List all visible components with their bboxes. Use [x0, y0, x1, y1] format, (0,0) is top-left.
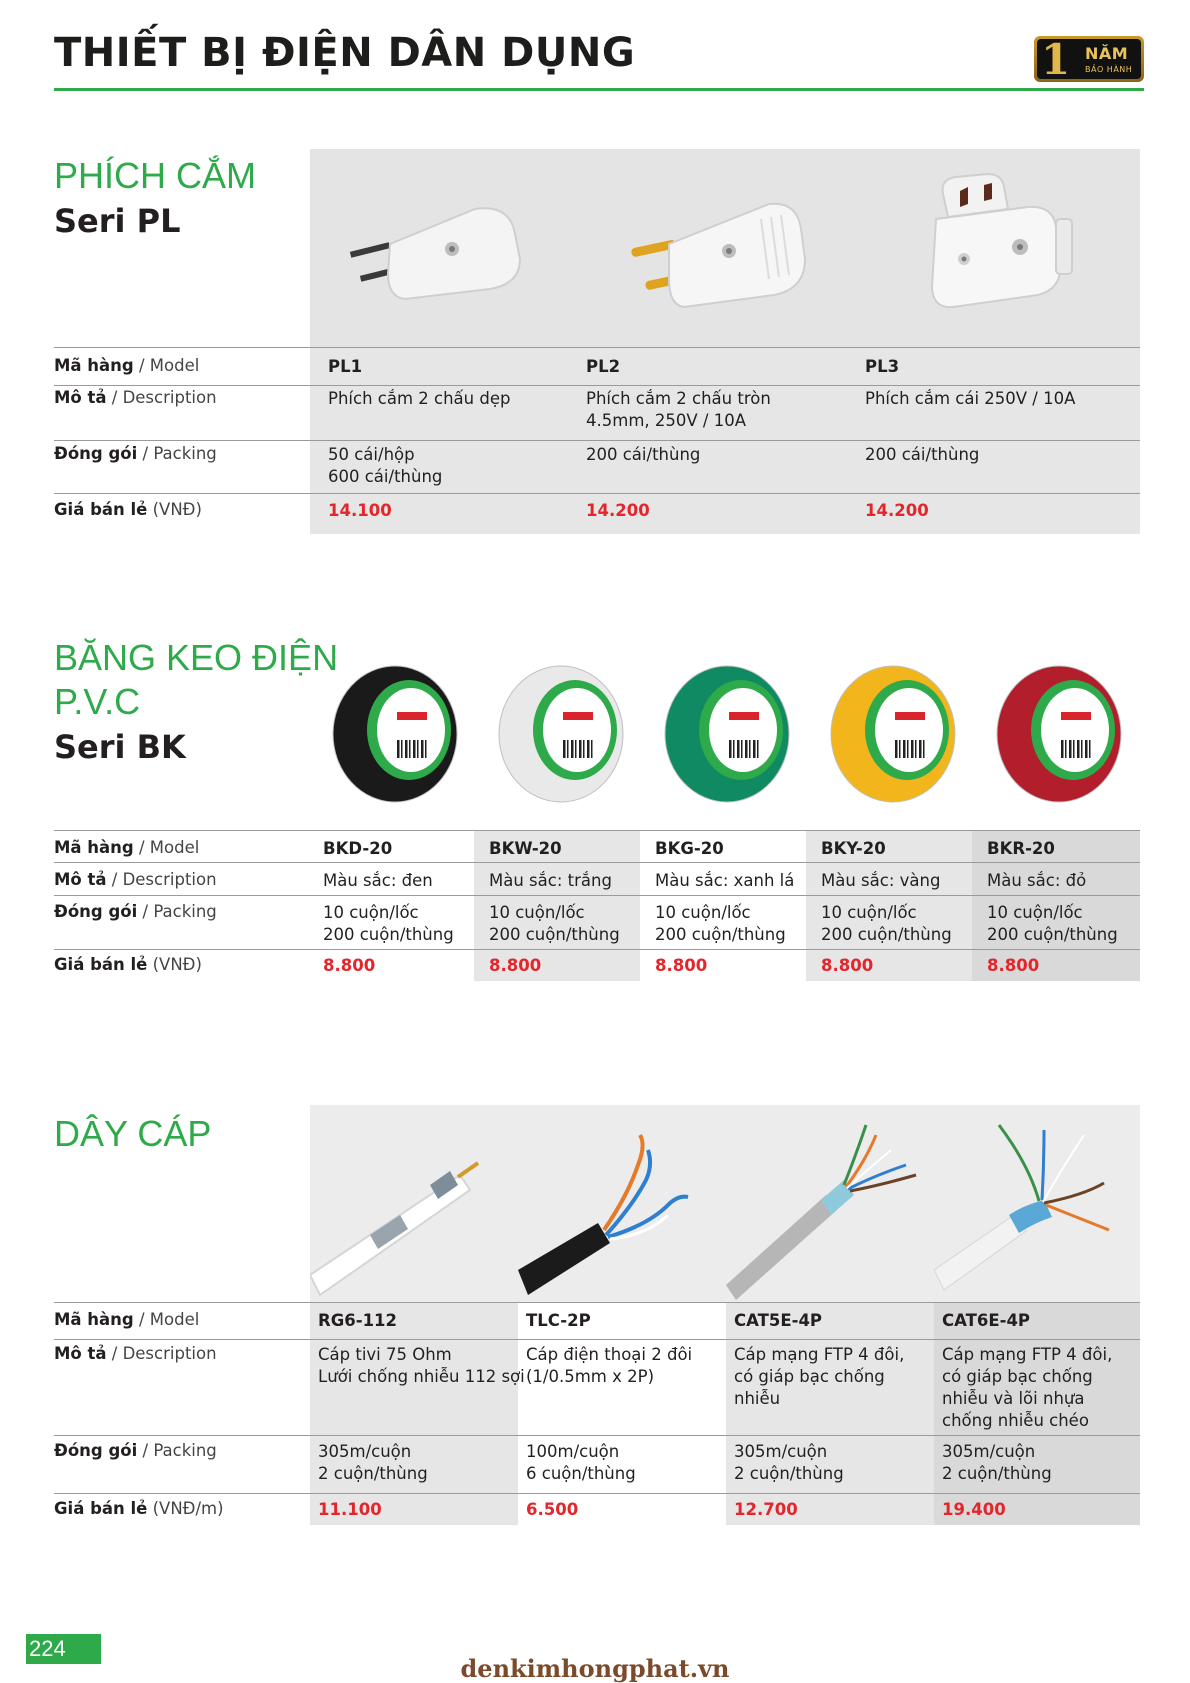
price-rg6: 11.100 — [318, 1500, 382, 1519]
tape-roll-bky-20 — [831, 666, 955, 802]
row-label-price: Giá bán lẻ (VNĐ/m) — [54, 1499, 224, 1518]
price-bkd: 8.800 — [323, 956, 376, 975]
price-cat6e: 19.400 — [942, 1500, 1006, 1519]
desc-rg6-line1: Cáp tivi 75 Ohm — [318, 1345, 452, 1364]
female-plug-icon — [848, 149, 1140, 347]
desc-pl2-line2: 4.5mm, 250V / 10A — [586, 411, 746, 430]
table-rule — [54, 1339, 1140, 1340]
tape-roll-bkw-20 — [499, 666, 623, 802]
table-rule — [54, 949, 1140, 950]
desc-cat6e-line2: có giáp bạc chống — [942, 1367, 1093, 1386]
desc-bkg: Màu sắc: xanh lá — [655, 871, 795, 890]
pack-bky-line2: 200 cuộn/thùng — [821, 925, 952, 944]
pack-tlc-line1: 100m/cuộn — [526, 1442, 620, 1461]
model-pl2: PL2 — [586, 357, 621, 376]
pack-bkr-line2: 200 cuộn/thùng — [987, 925, 1118, 944]
table-rule — [54, 493, 1140, 494]
phone-cable-icon — [518, 1105, 726, 1302]
row-label-packing: Đóng gói / Packing — [54, 902, 217, 921]
product-image-pl3 — [848, 149, 1140, 347]
pack-tlc-line2: 6 cuộn/thùng — [526, 1464, 636, 1483]
desc-cat6e-line3: nhiễu và lõi nhựa — [942, 1389, 1085, 1408]
column-bg — [310, 1302, 518, 1525]
desc-tlc-line2: (1/0.5mm x 2P) — [526, 1367, 655, 1386]
product-image-tlc — [518, 1105, 726, 1302]
table-rule — [54, 440, 1140, 441]
desc-pl1: Phích cắm 2 chấu dẹp — [328, 389, 511, 408]
warranty-years: 1 — [1041, 35, 1071, 84]
table-rule — [54, 347, 1140, 348]
tape-roll-bkd-20 — [333, 666, 457, 802]
price-pl2: 14.200 — [586, 501, 650, 520]
series-label-pl: Seri PL — [54, 202, 181, 240]
desc-bky: Màu sắc: vàng — [821, 871, 941, 890]
warranty-badge — [1034, 36, 1144, 82]
section-heading-tape-pvc: P.V.C — [54, 681, 141, 722]
column-bg — [726, 1302, 934, 1525]
footer-website: denkimhongphat.vn — [460, 1654, 730, 1683]
desc-pl2-line1: Phích cắm 2 chấu tròn — [586, 389, 771, 408]
price-bkr: 8.800 — [987, 956, 1040, 975]
table-rule — [54, 1493, 1140, 1494]
price-bky: 8.800 — [821, 956, 874, 975]
pack-bkd-line2: 200 cuộn/thùng — [323, 925, 454, 944]
page-title: THIẾT BỊ ĐIỆN DÂN DỤNG — [54, 30, 636, 76]
desc-bkw: Màu sắc: trắng — [489, 871, 612, 890]
model-pl3: PL3 — [865, 357, 900, 376]
price-bkw: 8.800 — [489, 956, 542, 975]
table-rule — [54, 385, 1140, 386]
model-bky: BKY-20 — [821, 839, 886, 858]
desc-tlc-line1: Cáp điện thoại 2 đôi — [526, 1345, 693, 1364]
warranty-word: NĂM — [1085, 44, 1129, 63]
desc-cat5e-line1: Cáp mạng FTP 4 đôi, — [734, 1345, 905, 1364]
model-tlc: TLC-2P — [526, 1311, 591, 1330]
pack-cat6e-line2: 2 cuộn/thùng — [942, 1464, 1052, 1483]
series-label-bk: Seri BK — [54, 728, 186, 766]
table-rule — [54, 862, 1140, 863]
desc-cat6e-line4: chống nhiễu chéo — [942, 1411, 1089, 1430]
page-number: 224 — [26, 1634, 101, 1664]
price-cat5e: 12.700 — [734, 1500, 798, 1519]
pack-bkd-line1: 10 cuộn/lốc — [323, 903, 419, 922]
desc-bkd: Màu sắc: đen — [323, 871, 433, 890]
model-bkr: BKR-20 — [987, 839, 1055, 858]
tape-rolls — [325, 656, 1155, 816]
section-heading-tape: BĂNG KEO ĐIỆN — [54, 637, 339, 678]
pack-bky-line1: 10 cuộn/lốc — [821, 903, 917, 922]
table-rule — [54, 1435, 1140, 1436]
pack-bkr-line1: 10 cuộn/lốc — [987, 903, 1083, 922]
price-pl1: 14.100 — [328, 501, 392, 520]
tape-roll-bkr-20 — [997, 666, 1121, 802]
model-bkw: BKW-20 — [489, 839, 562, 858]
desc-cat5e-line3: nhiễu — [734, 1389, 781, 1408]
pack-bkw-line2: 200 cuộn/thùng — [489, 925, 620, 944]
row-label-model: Mã hàng / Model — [54, 838, 200, 857]
model-pl1: PL1 — [328, 357, 363, 376]
cat6e-cable-icon — [934, 1105, 1140, 1302]
product-image-cat6e — [934, 1105, 1140, 1302]
pack-pl1-line1: 50 cái/hộp — [328, 445, 415, 464]
pack-rg6-line2: 2 cuộn/thùng — [318, 1464, 428, 1483]
desc-rg6-line2: Lưới chống nhiễu 112 sợi — [318, 1367, 525, 1386]
pack-pl2: 200 cái/thùng — [586, 445, 701, 464]
cat5e-cable-icon — [726, 1105, 934, 1302]
desc-cat5e-line2: có giáp bạc chống — [734, 1367, 885, 1386]
warranty-sub: BẢO HÀNH — [1085, 65, 1133, 74]
pack-cat5e-line2: 2 cuộn/thùng — [734, 1464, 844, 1483]
table-rule — [54, 895, 1140, 896]
pack-rg6-line1: 305m/cuộn — [318, 1442, 412, 1461]
desc-bkr: Màu sắc: đỏ — [987, 871, 1087, 890]
model-bkg: BKG-20 — [655, 839, 724, 858]
model-rg6: RG6-112 — [318, 1311, 398, 1330]
flat-pin-plug-icon — [310, 149, 569, 347]
product-image-cat5e — [726, 1105, 934, 1302]
row-label-model: Mã hàng / Model — [54, 356, 200, 375]
price-bkg: 8.800 — [655, 956, 708, 975]
section-heading-cables: DÂY CÁP — [54, 1113, 212, 1154]
desc-cat6e-line1: Cáp mạng FTP 4 đôi, — [942, 1345, 1113, 1364]
table-rule — [54, 830, 1140, 831]
model-bkd: BKD-20 — [323, 839, 393, 858]
tape-images-row — [325, 656, 1155, 816]
row-label-description: Mô tả / Description — [54, 1344, 217, 1363]
pack-pl1-line2: 600 cái/thùng — [328, 467, 443, 486]
model-cat5e: CAT5E-4P — [734, 1311, 823, 1330]
price-pl3: 14.200 — [865, 501, 929, 520]
pack-pl3: 200 cái/thùng — [865, 445, 980, 464]
row-label-packing: Đóng gói / Packing — [54, 444, 217, 463]
pack-bkg-line1: 10 cuộn/lốc — [655, 903, 751, 922]
desc-pl3: Phích cắm cái 250V / 10A — [865, 389, 1076, 408]
row-label-description: Mô tả / Description — [54, 388, 217, 407]
section-heading-plugs: PHÍCH CẮM — [54, 155, 257, 196]
row-label-description: Mô tả / Description — [54, 870, 217, 889]
coax-cable-icon — [310, 1105, 518, 1302]
table-rule — [54, 1302, 1140, 1303]
row-label-price: Giá bán lẻ (VNĐ) — [54, 955, 202, 974]
product-image-rg6 — [310, 1105, 518, 1302]
row-label-model: Mã hàng / Model — [54, 1310, 200, 1329]
pack-bkg-line2: 200 cuộn/thùng — [655, 925, 786, 944]
round-pin-plug-icon — [569, 149, 848, 347]
row-label-packing: Đóng gói / Packing — [54, 1441, 217, 1460]
tape-roll-bkg-20 — [665, 666, 789, 802]
pack-cat5e-line1: 305m/cuộn — [734, 1442, 828, 1461]
title-divider — [54, 88, 1144, 91]
product-image-pl1 — [310, 149, 569, 347]
pack-cat6e-line1: 305m/cuộn — [942, 1442, 1036, 1461]
row-label-price: Giá bán lẻ (VNĐ) — [54, 500, 202, 519]
product-image-pl2 — [569, 149, 848, 347]
pack-bkw-line1: 10 cuộn/lốc — [489, 903, 585, 922]
model-cat6e: CAT6E-4P — [942, 1311, 1031, 1330]
price-tlc: 6.500 — [526, 1500, 579, 1519]
